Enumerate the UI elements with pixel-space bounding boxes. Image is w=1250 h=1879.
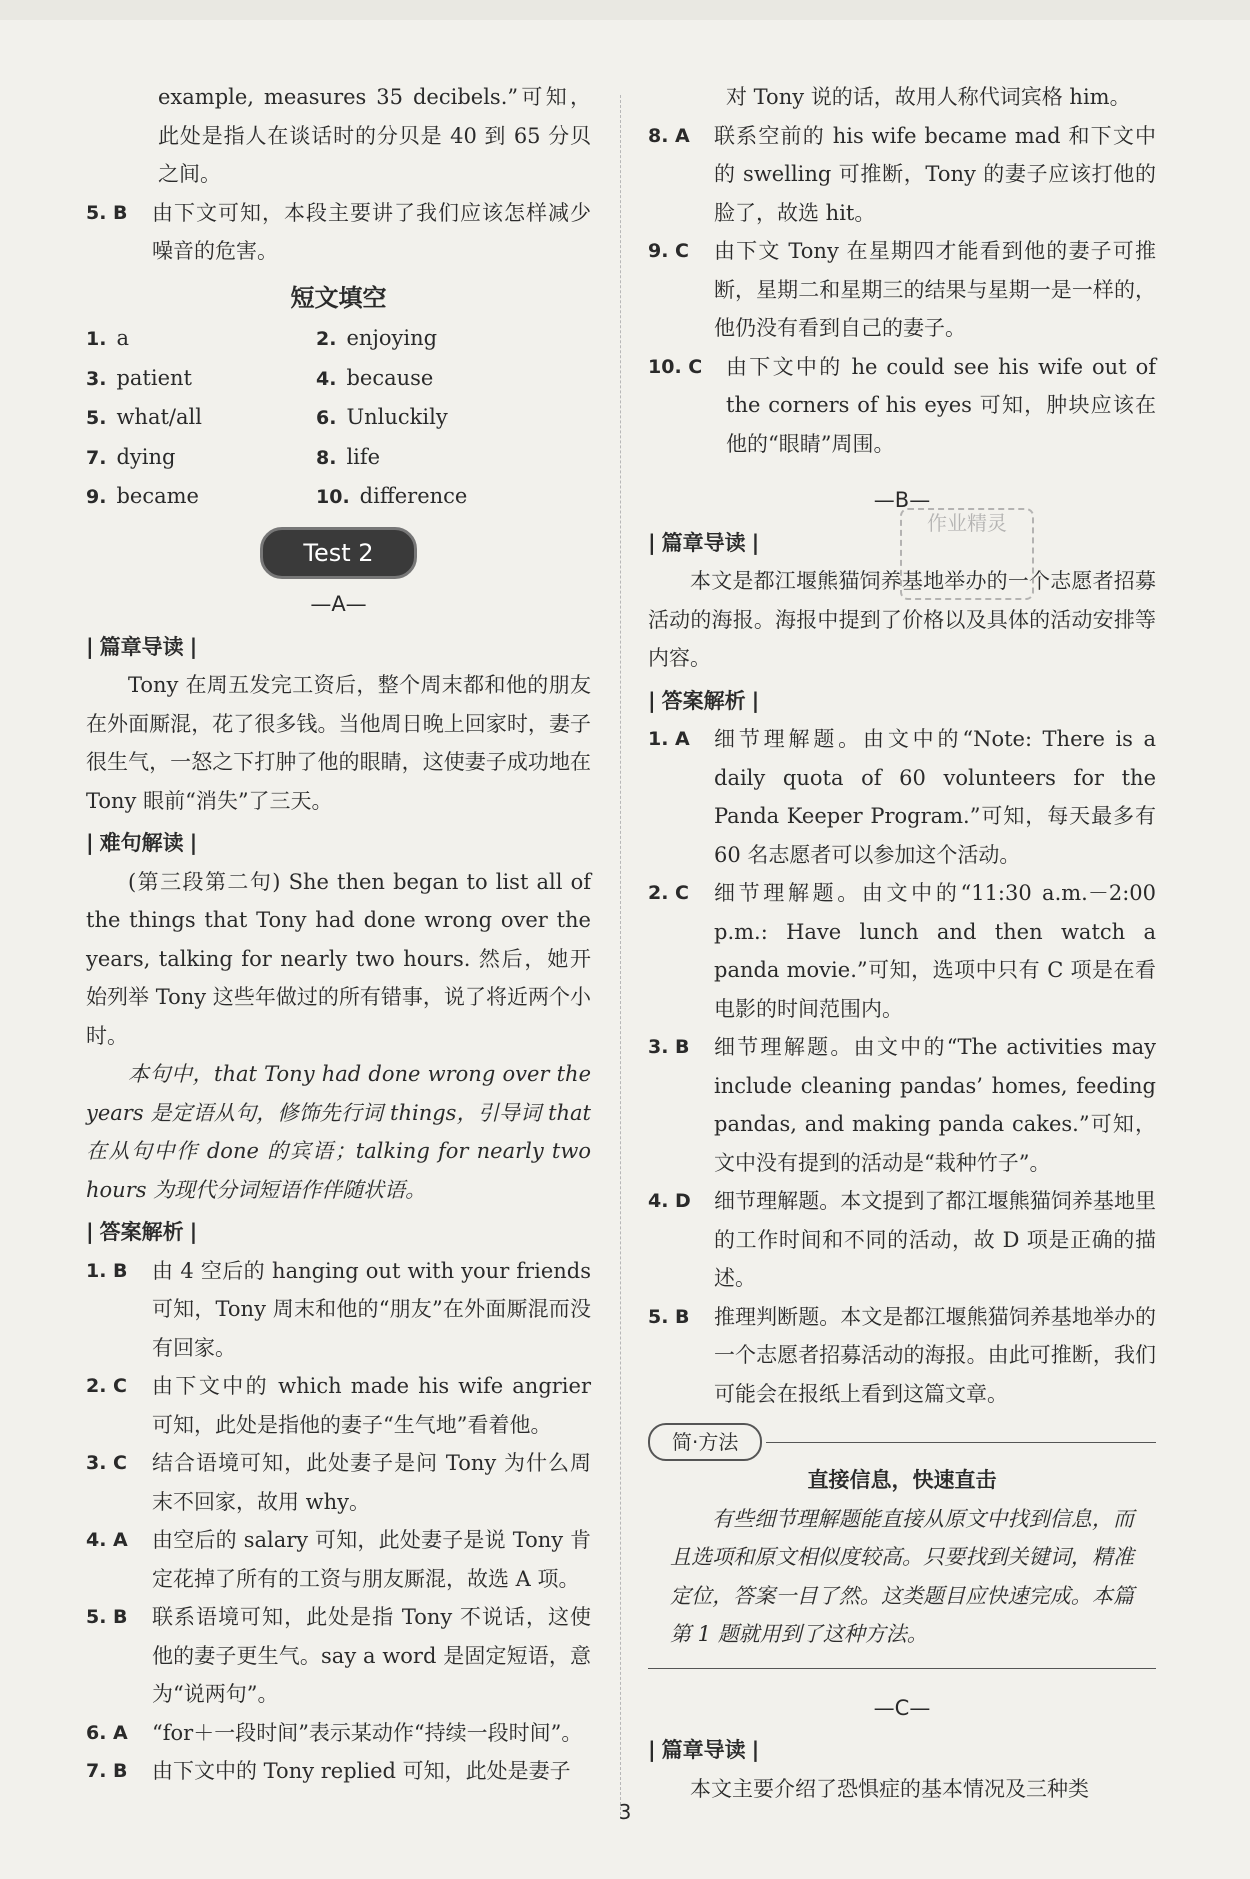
answer-number: 10. C xyxy=(648,355,703,378)
answer-text: 由下文中的 he could see his wife out of the corners of his eyes 可知，肿块应该在他的“眼睛”周围。 xyxy=(726,354,1156,456)
fill-answer: 6. Unluckily xyxy=(316,405,448,429)
answer-item xyxy=(648,1028,1156,1182)
guide-c-text: 本文主要介绍了恐惧症的基本情况及三种类 xyxy=(690,1776,1089,1801)
answer-list xyxy=(86,1252,591,1791)
guide-c-label: | 篇章导读 | xyxy=(648,1731,1156,1770)
answer-text: 联系语境可知，此处是指 Tony 不说话，这使他的妻子更生气。say a word 是固定短语，意为“说两句”。 xyxy=(152,1605,591,1706)
fill-answer: 1. a xyxy=(86,326,129,350)
column-divider xyxy=(620,95,621,1815)
answer-number: 2. C xyxy=(648,882,689,904)
answer-number: 3. B xyxy=(648,1036,690,1058)
answer-text: 联系空前的 his wife became mad 和下文中的 swelling 可推断，Tony 的妻子应该打他的脸了，故选 hit。 xyxy=(714,123,1156,225)
answer-item xyxy=(648,1298,1156,1414)
answer-number: 6. A xyxy=(86,1721,128,1744)
method-label: 简·方法 xyxy=(648,1423,762,1461)
answer-text: 细节理解题。由文中的“The activities may include cleaning pandas’ homes, feeding pandas, and making panda cakes.”可知，文中没有提到的活动是“栽种竹子”。 xyxy=(714,1035,1156,1175)
answer-number: 4. A xyxy=(86,1529,128,1551)
right-column xyxy=(648,78,1156,1808)
page-top-strip xyxy=(0,0,1250,20)
difficult-sentence-label: | 难句解读 | xyxy=(86,824,591,863)
method-title: 直接信息，快速直击 xyxy=(807,1468,997,1492)
answer-analysis-label: | 答案解析 | xyxy=(648,682,1156,721)
guide-text: Tony 在周五发完工资后，整个周末都和他的朋友在外面厮混，花了很多钱。当他周日晚上回家时，妻子很生气，一怒之下打肿了他的眼睛，这使妻子成功地在 Tony 眼前“消失”了三天。 xyxy=(86,673,591,813)
grammar-explanation: 本句中，that Tony had done wrong over the years 是定语从句，修饰先行词 things，引导词 that 在从句中作 done 的宾语；talking for nearly two hours 为现代分词短语作伴随状语。 xyxy=(86,1062,591,1202)
answer-number: 3. C xyxy=(86,1452,127,1474)
answer-item xyxy=(86,1598,591,1714)
guide-label: | 篇章导读 | xyxy=(86,628,591,667)
part-b-label: —B— xyxy=(873,488,931,512)
answer-item xyxy=(648,1182,1156,1298)
answer-text: 由下文中的 Tony replied 可知，此处是妻子 xyxy=(152,1759,571,1783)
fill-answer: 8. life xyxy=(316,444,381,469)
answer-number: 5. B xyxy=(648,1305,690,1328)
answer-item xyxy=(86,1714,591,1753)
guide-label: | 篇章导读 | xyxy=(648,524,1156,563)
answer-item xyxy=(86,1521,591,1598)
method-box xyxy=(648,1423,1156,1669)
fill-answer: 10. difference xyxy=(316,484,468,508)
answer-item xyxy=(648,348,1156,464)
fill-blank-answers xyxy=(86,319,591,517)
fill-blank-title: 短文填空 xyxy=(290,283,387,312)
answer-text: 由下文 Tony 在星期四才能看到他的妻子可推断，星期二和星期三的结果与星期一是一样的，他仍没有看到自己的妻子。 xyxy=(714,239,1156,340)
fill-answer: 9. became xyxy=(86,484,199,508)
answer-item xyxy=(648,117,1156,233)
answer-text: 由空后的 salary 可知，此处妻子是说 Tony 肯定花掉了所有的工资与朋友厮混，故选 A 项。 xyxy=(152,1528,591,1591)
part-a-label: —A— xyxy=(310,592,367,616)
answer-item xyxy=(86,1752,591,1791)
answer-item xyxy=(648,874,1156,1028)
answer-text: 由下文中的 which made his wife angrier 可知，此处是指他的妻子“生气地”看着他。 xyxy=(152,1374,591,1437)
answer-text: 细节理解题。由文中的“Note: There is a daily quota of 60 volunteers for the Panda Keeper Program.”可知，每天最多有 60 名志愿者可以参加这个活动。 xyxy=(714,727,1156,867)
answer-item xyxy=(86,1367,591,1444)
fill-answer: 5. what/all xyxy=(86,405,202,429)
method-text: 有些细节理解题能直接从原文中找到信息，而且选项和原文相似度较高。只要找到关键词，精准定位，答案一目了然。这类题目应快速完成。本篇第 1 题就用到了这种方法。 xyxy=(670,1506,1134,1646)
answer-item: 5. B 由下文可知，本段主要讲了我们应该怎样减少噪音的危害。 xyxy=(86,200,591,263)
answer-item xyxy=(86,1444,591,1521)
answer-text: 结合语境可知，此处妻子是问 Tony 为什么周末不回家，故用 why。 xyxy=(152,1451,591,1514)
page-number: 3 xyxy=(618,1800,632,1824)
part-c-label: —C— xyxy=(873,1695,931,1720)
answer-number: 2. C xyxy=(86,1375,127,1397)
watermark-stamp: 作业精灵 xyxy=(900,508,1034,600)
answer-list xyxy=(648,117,1156,464)
answer-item xyxy=(648,720,1156,874)
answer-text: 细节理解题。由文中的“11:30 a.m.－2:00 p.m.: Have lunch and then watch a panda movie.”可知，选项中只有 C 项是在看电影的时间范围内。 xyxy=(714,881,1156,1021)
answer-number: 1. B xyxy=(86,1259,128,1282)
answer-number: 5. B xyxy=(86,1606,128,1628)
answer-list-b xyxy=(648,720,1156,1413)
left-column xyxy=(86,78,591,1791)
answer-text: 由 4 空后的 hanging out with your friends 可知，Tony 周末和他的“朋友”在外面厮混而没有回家。 xyxy=(152,1258,591,1360)
answer-item xyxy=(86,1252,591,1368)
fill-answer: 4. because xyxy=(316,365,434,390)
answer-text: “for＋一段时间”表示某动作“持续一段时间”。 xyxy=(152,1720,583,1745)
answer-item xyxy=(648,232,1156,348)
guide-text: 本文是都江堰熊猫饲养基地举办的一个志愿者招募活动的海报。海报中提到了价格以及具体的活动安排等内容。 xyxy=(648,569,1156,670)
answer-number: 1. A xyxy=(648,728,690,750)
fill-answer: 7. dying xyxy=(86,444,176,469)
answer-number: 8. A xyxy=(648,124,690,147)
test-badge: Test 2 xyxy=(260,527,416,580)
answer-analysis-label: | 答案解析 | xyxy=(86,1213,591,1252)
answer-number: 4. D xyxy=(648,1190,691,1212)
continued-text: 对 Tony 说的话，故用人称代词宾格 him。 xyxy=(726,85,1131,109)
answer-text: 推理判断题。本文是都江堰熊猫饲养基地举办的一个志愿者招募活动的海报。由此可推断，我们可能会在报纸上看到这篇文章。 xyxy=(714,1304,1156,1406)
fill-answer: 3. patient xyxy=(86,365,192,390)
answer-number: 9. C xyxy=(648,240,689,262)
answer-number: 7. B xyxy=(86,1760,128,1782)
difficult-sentence-text: (第三段第二句) She then began to list all of the things that Tony had done wrong over the years, talking for nearly two hours. 然后，她开始列举 Tony 这些年做过的所有错事，说了将近两个小时。 xyxy=(86,869,591,1048)
fill-answer: 2. enjoying xyxy=(316,326,438,350)
continued-text: example, measures 35 decibels.”可知，此处是指人在谈话时的分贝是 40 到 65 分贝之间。 xyxy=(158,85,591,186)
answer-text: 细节理解题。本文提到了都江堰熊猫饲养基地里的工作时间和不同的活动，故 D 项是正确的描述。 xyxy=(714,1189,1156,1290)
